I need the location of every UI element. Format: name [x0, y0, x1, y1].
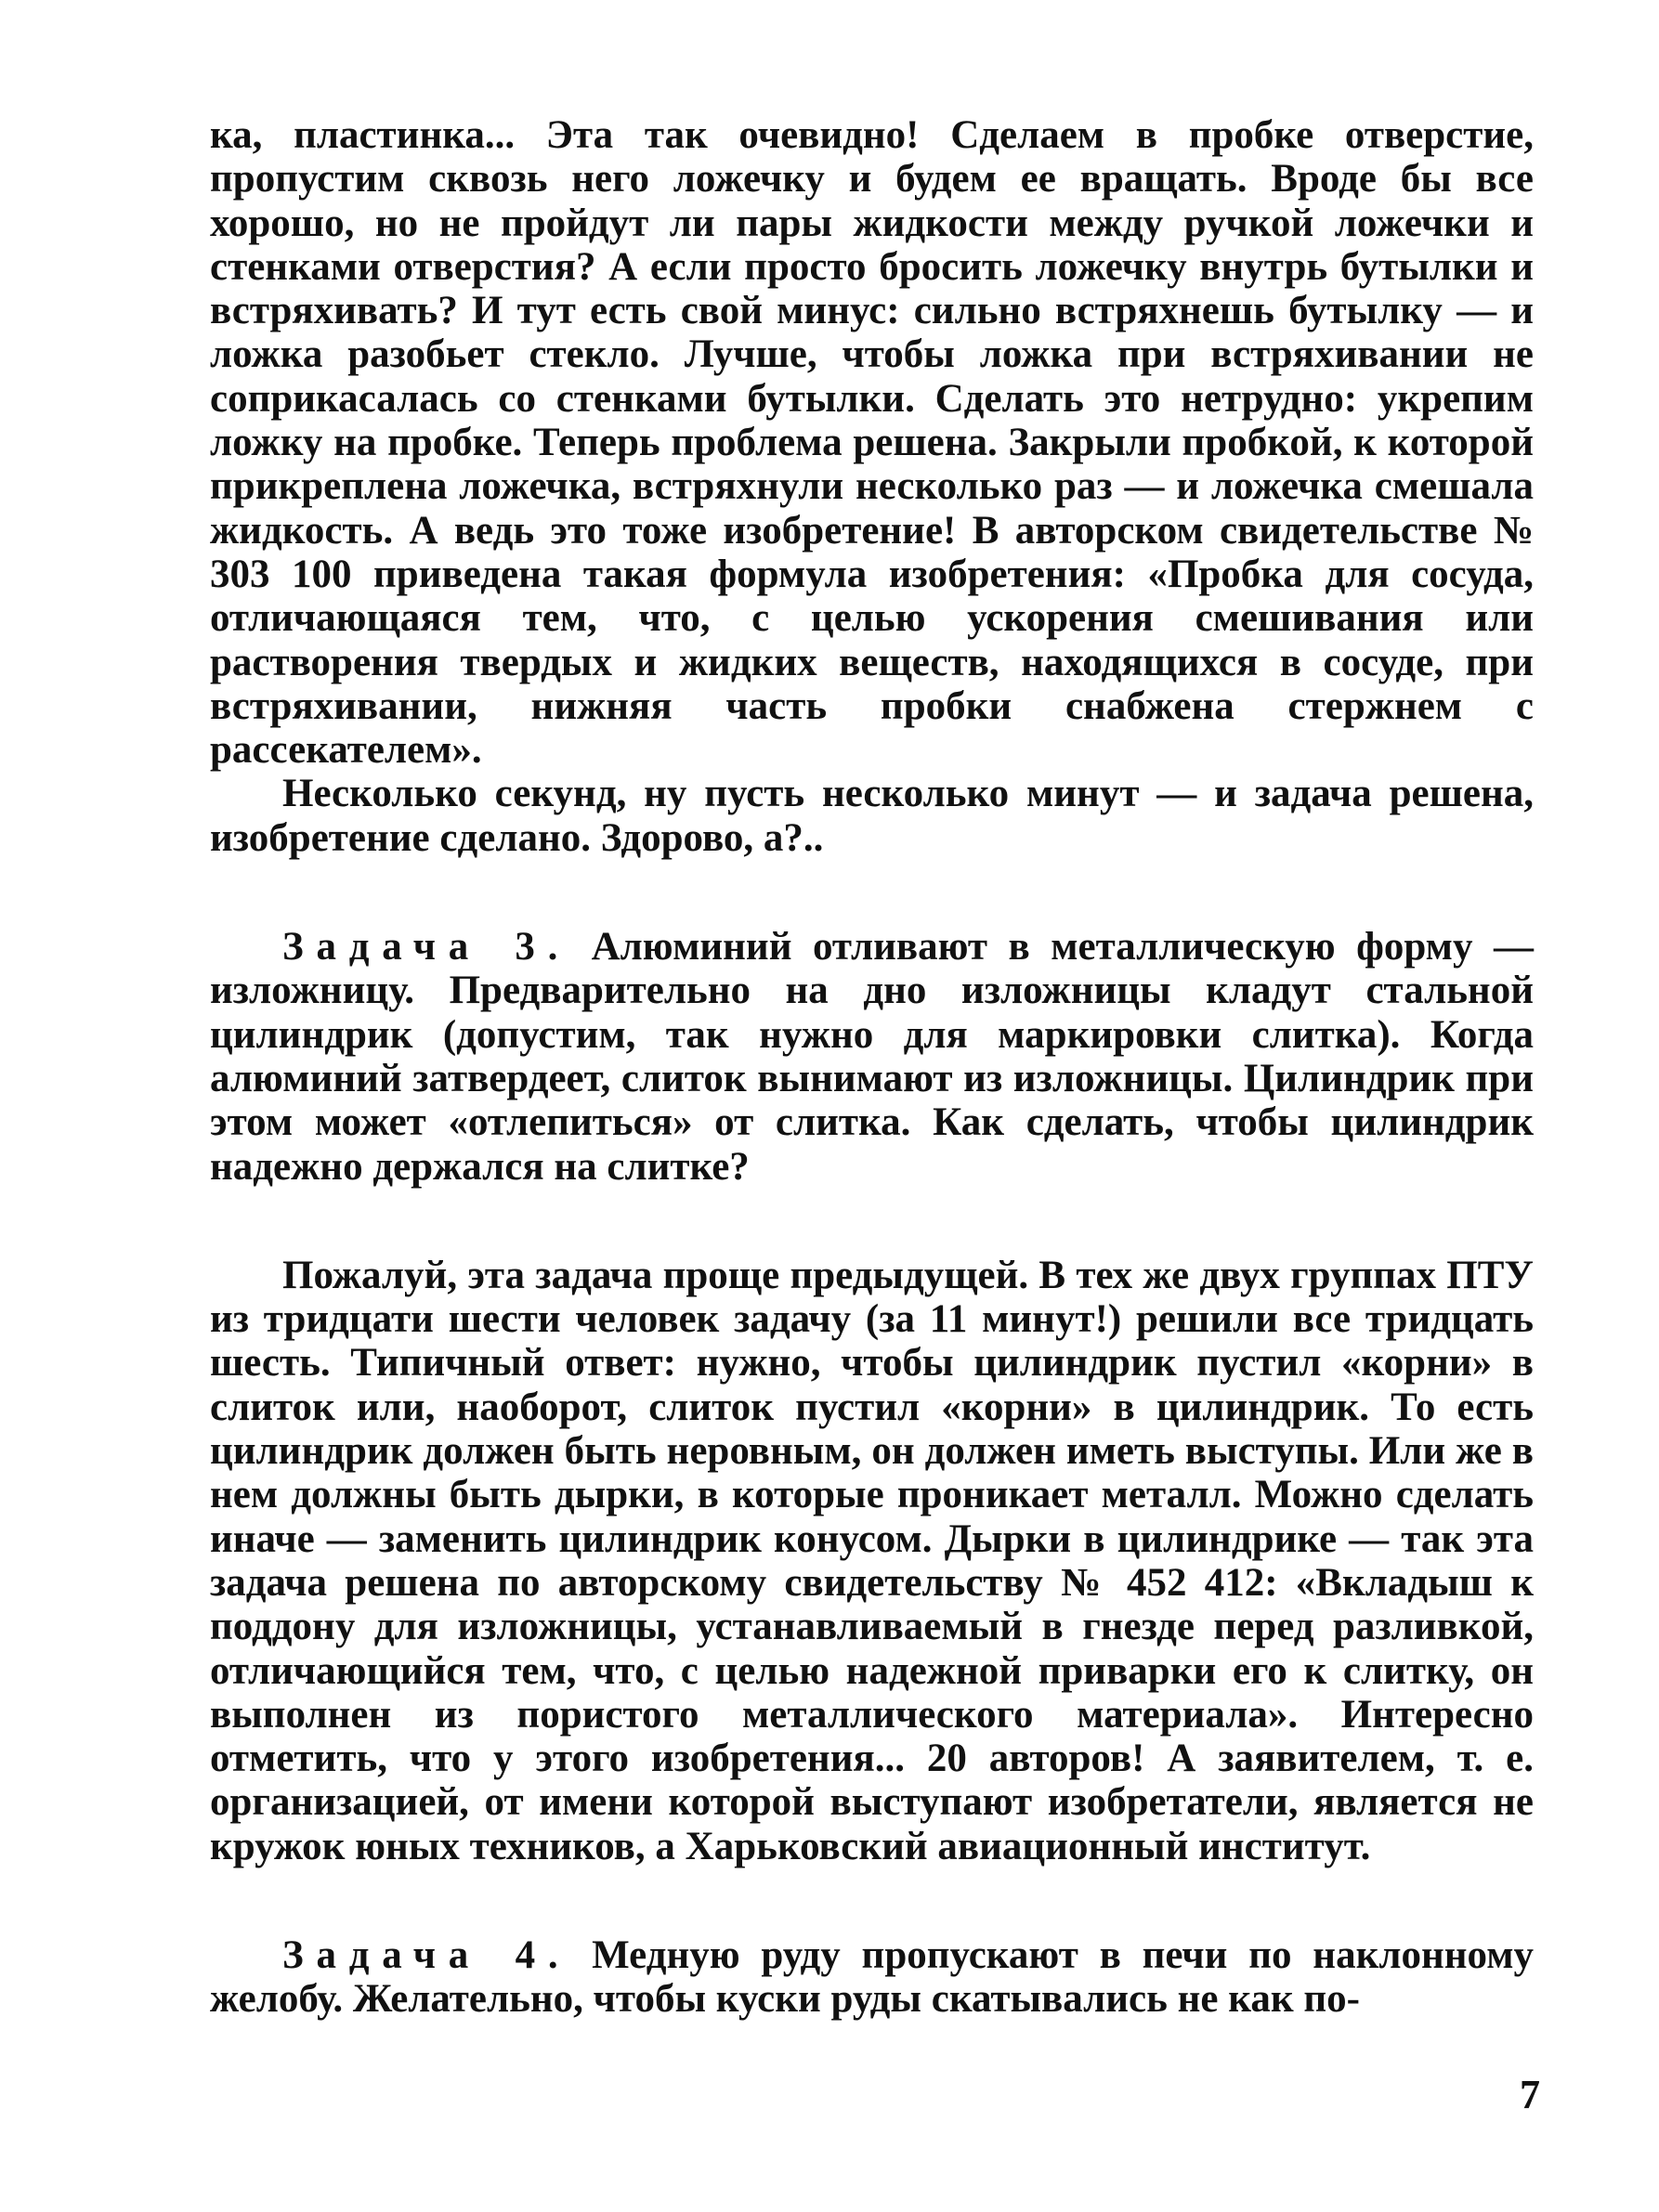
- text-column: [210, 113, 1534, 2022]
- paragraph-1: ка, пластинка... Эта так очевидно! Сделаем в пробке отверстие, пропустим сквозь него ложечку и будем ее вращать. Вроде бы все хорошо, но не пройдут ли пары жидкости между ручкой ложечки и стенками отверстия? А если просто бросить ложечку внутрь бутылки и встряхивать? И тут есть свой минус: сильно встряхнешь бутылку — и ложка разобьет стекло. Лучше, чтобы ложка при встряхивании не соприкасалась со стенками бутылки. Сделать это нетрудно: укрепим ложку на пробке. Теперь проблема решена. Закрыли пробкой, к которой прикреплена ложечка, встряхнули несколько раз — и ложечка смешала жидкость. А ведь это тоже изобретение! В авторском свидетельстве № 303 100 приведена такая формула изобретения: «Пробка для сосуда, отличающаяся тем, что, с целью ускорения смешивания или растворения твердых и жидких веществ, находящихся в сосуде, при встряхивании, нижняя часть пробки снабжена стержнем с рассекателем».: [210, 113, 1534, 773]
- task-3-label: Задача 3.: [282, 925, 571, 969]
- section-gap: [210, 1868, 1534, 1933]
- task-4-text: Медную руду пропускают в печи по наклонному желобу. Желательно, чтобы куски руды скатывались не как по-: [210, 1932, 1534, 2022]
- section-gap: [210, 1189, 1534, 1254]
- task-4-label: Задача 4.: [282, 1932, 571, 1977]
- paragraph-2: Несколько секунд, ну пусть несколько минут — и задача решена, изобретение сделано. Здорово, а?..: [210, 772, 1534, 860]
- task-3-paragraph: [210, 925, 1534, 1189]
- page-number: 7: [1520, 2072, 1540, 2117]
- section-gap: [210, 860, 1534, 925]
- task-3-text: Алюминий отливают в металлическую форму — изложницу. Предварительно на дно изложницы кладут стальной цилиндрик (допустим, так нужно для маркировки слитка). Когда алюминий затвердеет, слиток вынимают из изложницы. Цилиндрик при этом может «отлепиться» от слитка. Как сделать, чтобы цилиндрик надежно держался на слитке?: [210, 925, 1534, 1189]
- task-4-paragraph: [210, 1933, 1534, 2022]
- paragraph-answer-3: Пожалуй, эта задача проще предыдущей. В тех же двух группах ПТУ из тридцати шести человек задачу (за 11 минут!) решили все тридцать шесть. Типичный ответ: нужно, чтобы цилиндрик пустил «корни» в слиток или, наоборот, слиток пустил «корни» в цилиндрик. То есть цилиндрик должен быть неровным, он должен иметь выступы. Или же в нем должны быть дырки, в которые проникает металл. Можно сделать иначе — заменить цилиндрик конусом. Дырки в цилиндрике — так эта задача решена по авторскому свидетельству № 452 412: «Вкладыш к поддону для изложницы, устанавливаемый в гнезде перед разливкой, отличающийся тем, что, с целью надежной приварки его к слитку, он выполнен из пористого металлического материала». Интересно отметить, что у этого изобретения... 20 авторов! А заявителем, т. е. организацией, от имени которой выступают изобретатели, является не кружок юных техников, а Харьковский авиационный институт.: [210, 1253, 1534, 1868]
